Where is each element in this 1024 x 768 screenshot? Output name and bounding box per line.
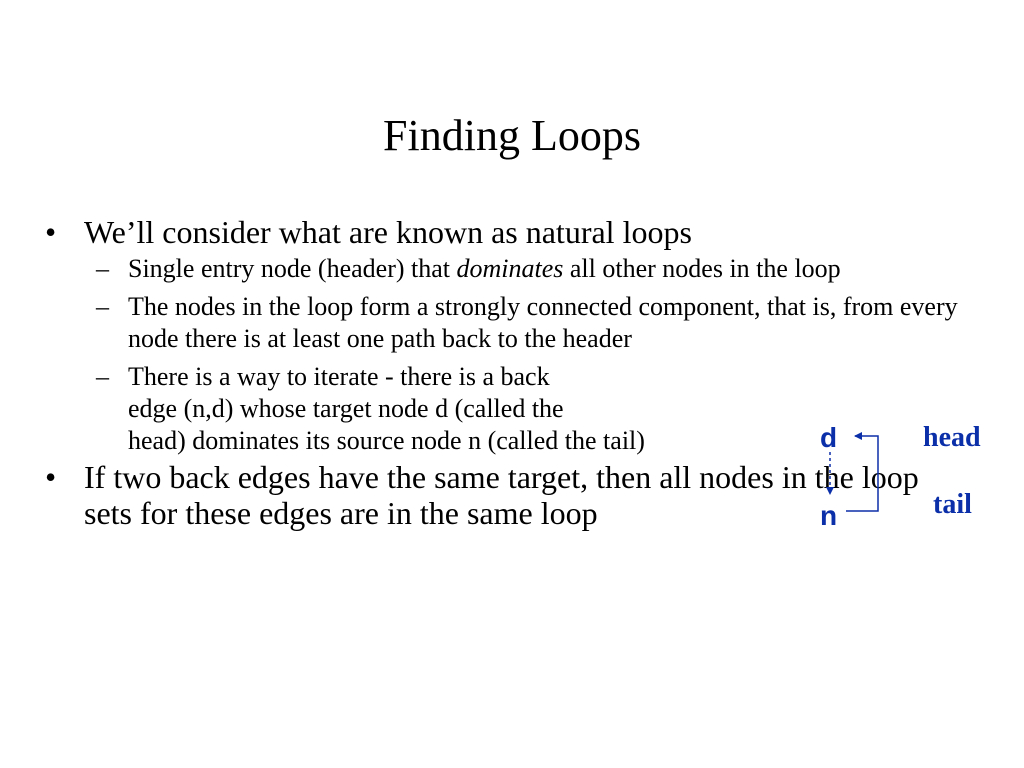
bullet-2-text: If two back edges have the same target, then all nodes in the loop sets for these edges are in the same loop [84, 459, 919, 531]
slide-title: Finding Loops [383, 111, 641, 160]
sub-bullet-1 [40, 253, 960, 285]
sub-bullet-3-line2: edge (n,d) whose target node d (called the [128, 394, 564, 423]
dash-glyph: – [96, 362, 109, 391]
sub-bullet-2 [40, 291, 960, 355]
sub-bullet-2-text: The nodes in the loop form a strongly connected component, that is, from every node there is at least one path back to the header [128, 292, 958, 353]
dash-glyph: – [96, 254, 109, 283]
label-tail: tail [933, 489, 972, 520]
bullet-1 [40, 214, 960, 250]
node-d: d [820, 422, 838, 453]
sub-bullet-3-line1: There is a way to iterate - there is a back [128, 362, 550, 391]
dash-glyph: – [96, 292, 109, 321]
label-head: head [923, 422, 981, 453]
bullet-1-text: We’ll consider what are known as natural loops [84, 214, 692, 250]
sub-bullet-1-before: Single entry node (header) that [128, 254, 457, 283]
sub-bullet-3-line3: head) dominates its source node n (called the tail) [128, 426, 645, 455]
sub-bullet-1-emphasis: dominates [456, 254, 564, 283]
slide-body [40, 214, 960, 534]
bullet-glyph: • [45, 214, 57, 250]
sub-bullet-3 [40, 361, 748, 457]
sub-bullet-1-after: all other nodes in the loop [563, 254, 841, 283]
node-n: n [820, 500, 838, 531]
bullet-glyph: • [45, 459, 57, 495]
